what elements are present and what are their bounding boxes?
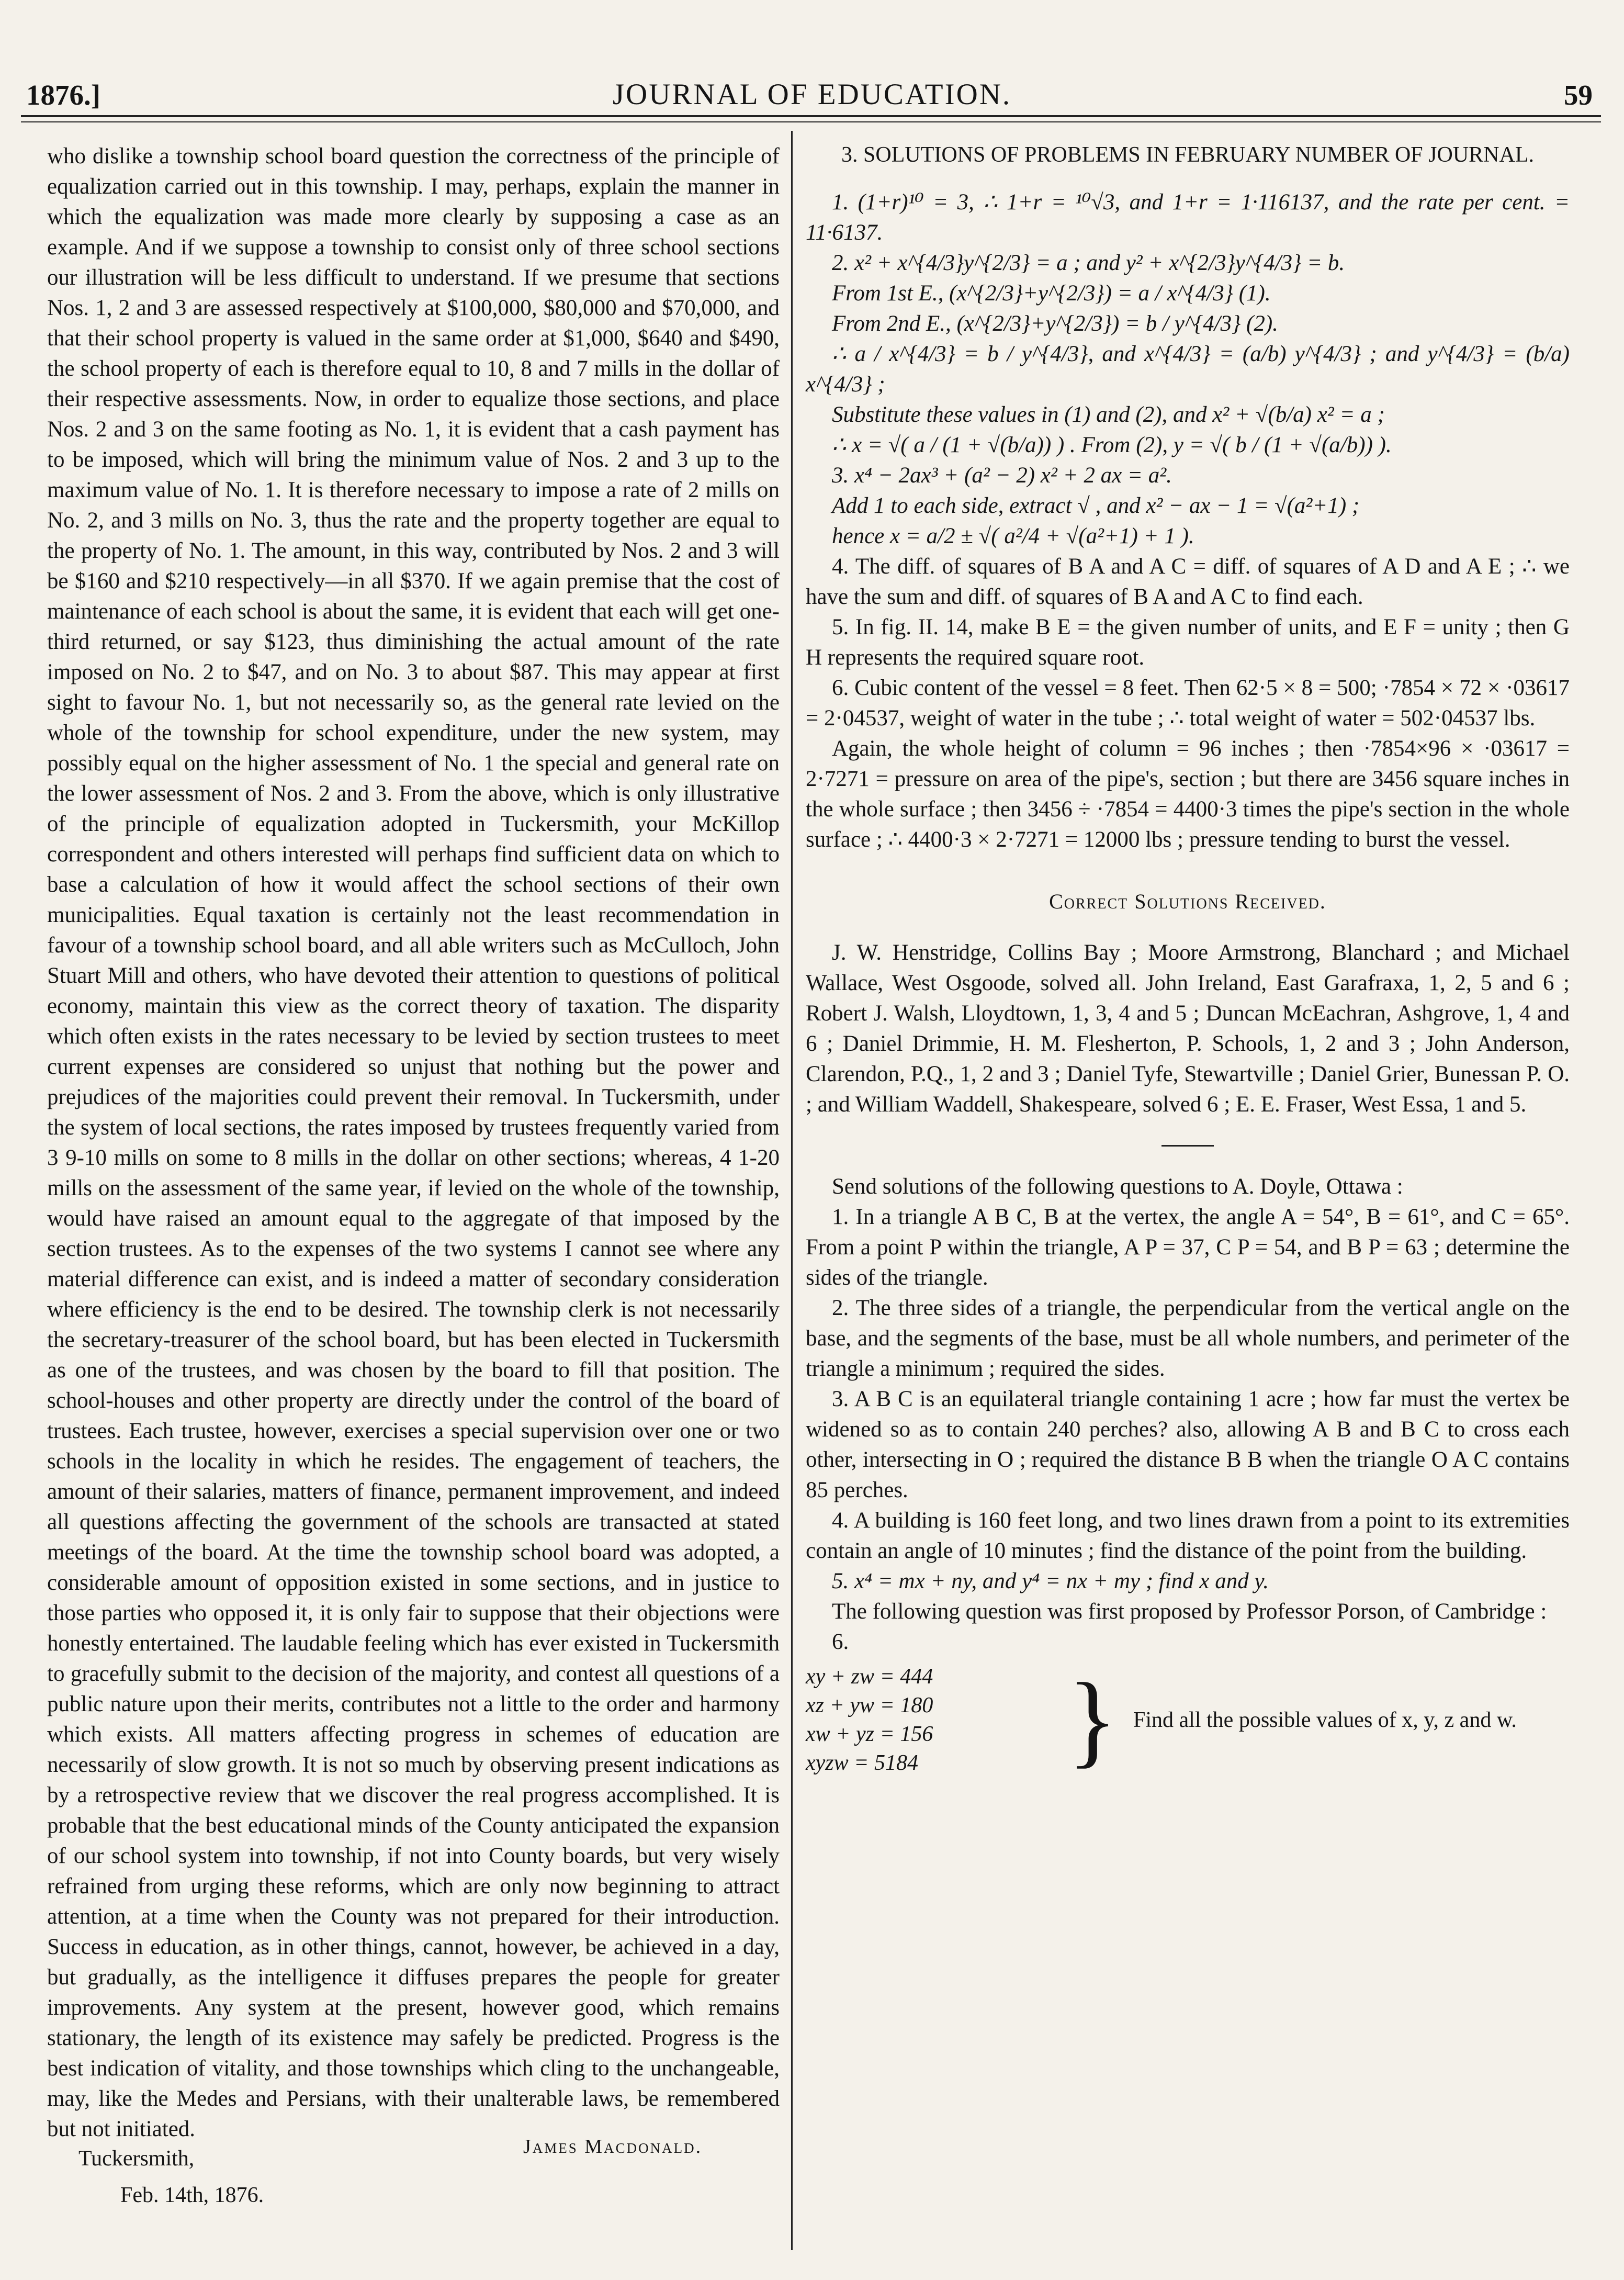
equation-list	[806, 1663, 1052, 1778]
solution-2a: 2. x² + x^{4/3}y^{2/3} = a ; and y² + x^{2/3}y^{4/3} = b.	[832, 251, 1345, 275]
solution-2d: ∴ a / x^{4/3} = b / y^{4/3}, and x^{4/3} = (a/b) y^{4/3} ; and y^{4/3} = (b/a) x^{4/3} ;	[806, 342, 1570, 397]
question-5: 5. x⁴ = mx + ny, and y⁴ = nx + my ; find x and y.	[832, 1569, 1269, 1593]
header-year: 1876.]	[26, 79, 101, 111]
solution-3b: Add 1 to each side, extract √ , and x² − ax − 1 = √(a²+1) ;	[832, 493, 1360, 518]
solution-2c: From 2nd E., (x^{2/3}+y^{2/3}) = b / y^{4/3} (2).	[832, 311, 1278, 336]
equation-1: xy + zw = 444	[806, 1665, 933, 1689]
solution-3c: hence x = a/2 ± √( a²/4 + √(a²+1) + 1 ).	[832, 524, 1194, 548]
solution-4: 4. The diff. of squares of B A and A C = diff. of squares of A D and A E ; ∴ we have the sum and diff. of squares of B A and A C to find each.	[806, 554, 1570, 609]
question-2: 2. The three sides of a triangle, the perpendicular from the vertical angle on the base, and the segments of the base, must be all whole numbers, and perimeter of the triangle a minimum ; required the sides.	[806, 1296, 1570, 1381]
solution-3a: 3. x⁴ − 2ax³ + (a² − 2) x² + 2 ax = a².	[832, 463, 1172, 488]
header-rule-bottom	[21, 121, 1601, 122]
solution-2b: From 1st E., (x^{2/3}+y^{2/3}) = a / x^{4/3} (1).	[832, 281, 1271, 306]
equation-4: xyzw = 5184	[806, 1751, 918, 1775]
question-4: 4. A building is 160 feet long, and two lines drawn from a point to its extremities contain an angle of 10 minutes ; find the distance of the point from the building.	[806, 1508, 1570, 1563]
porson-intro: The following question was first proposed by Professor Porson, of Cambridge :	[832, 1599, 1547, 1624]
received-list: J. W. Henstridge, Collins Bay ; Moore Armstrong, Blanchard ; and Michael Wallace, West Osgoode, solved all. John Ireland, East Garafraxa, 1, 2, 5 and 6 ; Robert J. Walsh, Lloydtown, 1, 3, 4 and 5 ; Duncan McEachran, Ashgrove, 1, 4 and 6 ; Daniel Drimmie, H. M. Flesherton, P. Schools, 1, 2 and 3 ; John Anderson, Clarendon, P.Q., 1, 2 and 3 ; Daniel Tyfe, Stewartville ; Daniel Grier, Bunessan P. O. ; and William Waddell, Shakespeare, solved 6 ; E. E. Fraser, West Essa, 1 and 5.	[806, 940, 1570, 1117]
solution-6b: Again, the whole height of column = 96 inches ; then ·7854×96 × ·03617 = 2·7271 = pressure on area of the pipe's, section ; but there are 3456 square inches in the whole surface ; then 3456 ÷ ·7854 = 4400·3 times the pipe's section in the whole surface ; ∴ 4400·3 × 2·7271 = 12000 lbs ; pressure tending to burst the vessel.	[806, 736, 1570, 852]
brace-glyph: }	[1067, 1662, 1118, 1778]
equation-3: xw + yz = 156	[806, 1722, 933, 1746]
question-6-number: 6.	[832, 1630, 849, 1654]
solutions-title: 3. SOLUTIONS OF PROBLEMS IN FEBRUARY NUMBER OF JOURNAL.	[841, 143, 1534, 167]
column-divider	[791, 131, 793, 2250]
solutions-column	[806, 141, 1570, 1778]
header-rule-top	[21, 115, 1601, 117]
equation-2: xz + yw = 180	[806, 1693, 933, 1717]
page-number: 59	[1564, 79, 1593, 111]
letter-place: Tuckersmith,	[78, 2147, 195, 2171]
letter-place-date	[78, 2140, 264, 2214]
question-6-system	[806, 1663, 1570, 1778]
question-6-note: Find all the possible values of x, y, z and w.	[1133, 1708, 1517, 1732]
solution-6a: 6. Cubic content of the vessel = 8 feet. Then 62·5 × 8 = 500; ·7854 × 72 × ·03617 = 2·04537, weight of water in the tube ; ∴ total weight of water = 502·04537 lbs.	[806, 676, 1570, 731]
solution-1: 1. (1+r)¹⁰ = 3, ∴ 1+r = ¹⁰√3, and 1+r = 1·116137, and the rate per cent. = 11·6137.	[806, 190, 1570, 245]
journal-title: JOURNAL OF EDUCATION.	[612, 78, 1012, 111]
letter-body: who dislike a township school board question the correctness of the principle of equalization carried out in this township. I may, perhaps, explain the manner in which the equalization was made more clearly by supposing a case as an example. And if we suppose a township to consist only of three school sections our illustration will be less difficult to understand. If we presume that sections Nos. 1, 2 and 3 are assessed respectively at $100,000, $80,000 and $70,000, and that their school property is valued in the same order at $1,000, $640 and $490, the school property of each is therefore equal to 10, 8 and 7 mills in the dollar of their respective assessments. Now, in order to equalize those sections, and place Nos. 2 and 3 on the same footing as No. 1, it is evident that a cash payment has to be imposed, which will bring the minimum value of Nos. 2 and 3 up to the maximum value of No. 1. It is therefore necessary to impose a rate of 2 mills on No. 2, and 3 mills on No. 3, thus the rate and the property together are equal to the property of No. 1. The amount, in this way, contributed by Nos. 2 and 3 will be $160 and $210 respectively—in all $370. If we again premise that the cost of maintenance of each school is about the same, it is evident that each will get one-third returned, or say $123, thus diminishing the actual amount of the rate imposed on No. 2 to $47, and on No. 3 to about $87. This may appear at first sight to favour No. 1, but not necessarily so, as the general rate levied on the whole of the township for school expenditure, under the new system, may possibly equal on the higher assessment of No. 1 the special and general rate on the lower assessment of Nos. 2 and 3. From the above, which is only illustrative of the principle of equalization adopted in Tuckersmith, your McKillop correspondent and others interested will perhaps find sufficient data on which to base a calculation of how it would affect the school sections of their own municipalities. Equal taxation is certainly not the least recommendation in favour of a township school board, and all able writers such as McCulloch, John Stuart Mill and others, who have devoted their attention to questions of political economy, maintain this view as the correct theory of taxation. The disparity which often exists in the rates necessary to be levied by section trustees to meet current expenses are considered so unjust that nothing but the power and prejudices of the majorities could prevent their removal. In Tuckersmith, under the system of local sections, the rates imposed by trustees frequently varied from 3 9-10 mills on some to 8 mills in the dollar on other sections; whereas, 4 1-20 mills on the assessment of the same year, if levied on the whole of the township, would have raised an amount equal to the aggregate of that imposed by the section trustees. As to the expenses of the two systems I cannot see where any material difference can exist, and is indeed a matter of secondary consideration where efficiency is the end to be desired. The township clerk is not necessarily the secretary-treasurer of the school board, but has been elected in Tuckersmith as one of the trustees, and was chosen by the board to fill that position. The school-houses and other property are directly under the control of the board of trustees. Each trustee, however, exercises a special supervision over one or two schools in the locality in which he resides. The engagement of teachers, the amount of their salaries, matters of finance, permanent improvement, and indeed all questions affecting the government of the schools are transacted at stated meetings of the board. At the time the township school board was adopted, a considerable amount of opposition existed in some sections, and in justice to those parties who opposed it, it is only fair to suppose that their objections were honestly entertained. The laudable feeling which has ever existed in Tuckersmith to gracefully submit to the decision of the majority, and contest all questions of a public nature upon their merits, contributes not a little to the order and harmony which exists. All matters affecting progress in schemes of education are necessarily of slow growth. It is not so much by observing present indications as by a retrospective review that we discover the real progress accomplished. It is probable that the best educational minds of the County anticipated the expansion of our school system into township, if not into County boards, but very wisely refrained from urging these reforms, which are only now beginning to attract attention, at a time when the County was not prepared for their introduction. Success in education, as in other things, cannot, however, be achieved in a day, but gradually, as the intelligence it diffuses prepares the people for greater improvements. Any system at the present, however good, which remains stationary, the length of its existence may safely be predicted. Progress is the best indication of vitality, and those townships which cling to the unchangeable, may, like the Medes and Persians, with their unalterable laws, be remembered but not initiated.	[47, 144, 780, 2141]
letter-column	[47, 141, 780, 2144]
question-1: 1. In a triangle A B C, B at the vertex, the angle A = 54°, B = 61°, and C = 65°. From a point P within the triangle, A P = 37, C P = 54, and B P = 63 ; determine the sides of the triangle.	[806, 1205, 1570, 1290]
question-3: 3. A B C is an equilateral triangle containing 1 acre ; how far must the vertex be widened so as to contain 240 perches? also, allowing A B and B C to cross each other, intersecting in O ; required the distance B B when the triangle O A C contains 85 perches.	[806, 1387, 1570, 1502]
solution-5: 5. In fig. II. 14, make B E = the given number of units, and E F = unity ; then G H represents the required square root.	[806, 615, 1570, 670]
received-heading: Correct Solutions Received.	[1049, 890, 1326, 913]
solution-2e: Substitute these values in (1) and (2), and x² + √(b/a) x² = a ;	[832, 402, 1385, 427]
section-divider	[1161, 1145, 1214, 1147]
solution-2f: ∴ x = √( a / (1 + √(b/a)) ) . From (2), y = √( b / (1 + √(a/b)) ).	[832, 433, 1392, 457]
letter-date: Feb. 14th, 1876.	[120, 2183, 264, 2207]
questions-intro: Send solutions of the following questions to A. Doyle, Ottawa :	[832, 1174, 1403, 1199]
page-header	[0, 0, 1624, 120]
letter-signature: James Macdonald.	[523, 2136, 703, 2158]
